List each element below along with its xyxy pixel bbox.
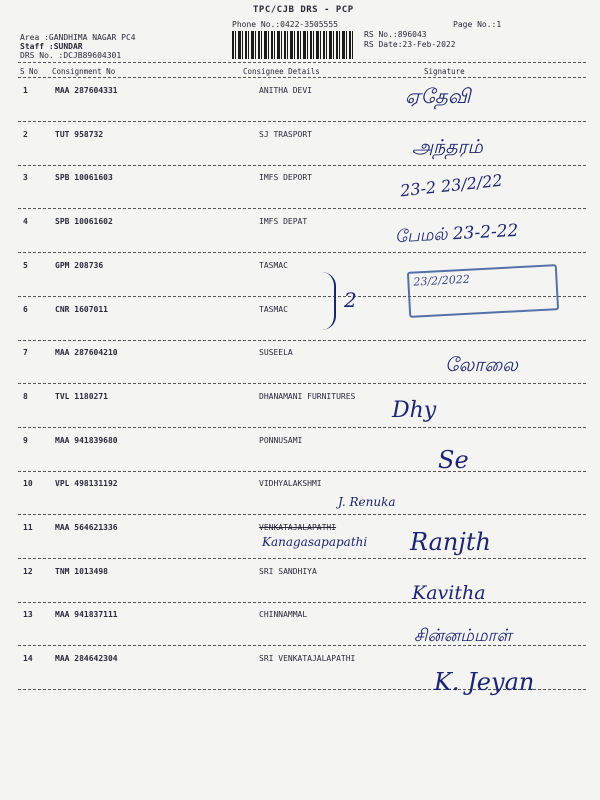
- row-sno: 4: [23, 217, 28, 227]
- row-divider: [18, 427, 586, 428]
- row-consignee: TASMAC: [259, 304, 288, 314]
- row-divider: [18, 340, 586, 341]
- row-consignment: SPB 10061603: [55, 173, 113, 183]
- row-consignee: SRI SANDHIYA: [259, 566, 317, 576]
- divider: [18, 62, 586, 63]
- delivery-stamp: [407, 264, 559, 318]
- header-phone: Phone No.:0422-3505555: [232, 20, 338, 29]
- col-sno: S No: [20, 67, 39, 76]
- row-consignment: MAA 287604331: [55, 86, 118, 95]
- signature-11: Ranjth: [410, 528, 491, 556]
- row-sno: 7: [23, 348, 28, 358]
- row-consignee: PONNUSAMI: [259, 435, 303, 445]
- note-11: Kanagasapapathi: [262, 535, 368, 549]
- row-consignment: TUT 958732: [55, 129, 104, 139]
- signature-7: லோலை: [445, 354, 518, 376]
- row-consignment: MAA 284642304: [55, 654, 118, 664]
- row-consignee: SUSEELA: [259, 348, 293, 358]
- rs-number: RS No.:896043: [364, 30, 427, 39]
- row-divider: [18, 602, 586, 603]
- row-divider: [18, 514, 586, 515]
- row-sno: 8: [23, 391, 28, 401]
- row-consignment: SPB 10061602: [55, 217, 113, 227]
- row-sno: 9: [23, 435, 28, 445]
- row-consignment: CNR 1607011: [55, 304, 108, 314]
- row-sno: 5: [23, 260, 28, 270]
- signature-13: சின்னம்மாள்: [414, 626, 512, 646]
- row-consignee: DHANAMANI FURNITURES: [259, 391, 356, 401]
- area-label: Area :GANDHIMA NAGAR PC4: [20, 33, 136, 42]
- divider: [18, 77, 586, 78]
- row-consignee: SRI VENKATAJALAPATHI: [259, 654, 356, 664]
- row-sno: 11: [23, 523, 33, 532]
- row-consignee: ANITHA DEVI: [259, 86, 312, 95]
- stamp-date: 23/2/2022: [413, 272, 471, 289]
- row-consignment: GPM 208736: [55, 260, 104, 270]
- staff-label: Staff :SUNDAR: [20, 42, 83, 51]
- page-number: Page No.:1: [453, 20, 502, 29]
- row-consignment: TNM 1013498: [55, 566, 108, 576]
- col-signature: Signature: [424, 67, 465, 76]
- signature-brace: 2: [344, 288, 357, 312]
- row-sno: 14: [23, 654, 33, 664]
- header-title: TPC/CJB DRS - PCP: [253, 5, 354, 15]
- col-consignee: Consignee Details: [243, 67, 320, 76]
- signature-2: அந்தரம்: [412, 136, 483, 158]
- signature-9: Se: [438, 446, 469, 474]
- signature-4: பேமல் 23-2-22: [394, 220, 519, 248]
- row-consignment: MAA 941839680: [55, 435, 118, 445]
- row-sno: 12: [23, 566, 33, 576]
- note-10: J. Renuka: [338, 495, 396, 509]
- signature-14: K. Jeyan: [434, 668, 535, 696]
- row-consignee: IMFS DEPAT: [259, 217, 308, 227]
- row-divider: [18, 208, 586, 209]
- drs-number: DRS No. :DCJB89604301: [20, 51, 122, 60]
- row-consignee: IMFS DEPORT: [259, 173, 312, 183]
- row-divider: [18, 471, 586, 472]
- row-sno: 6: [23, 304, 28, 314]
- row-divider: [18, 383, 586, 384]
- rs-date: RS Date:23-Feb-2022: [364, 40, 456, 49]
- signature-8: Dhy: [392, 398, 437, 423]
- row-consignee: VENKATAJALAPATHI: [259, 523, 337, 532]
- signature-12: Kavitha: [412, 582, 486, 604]
- signature-1: ஏதேவி: [405, 84, 471, 108]
- row-divider: [18, 121, 586, 122]
- row-sno: 2: [23, 129, 28, 139]
- col-consignment: Consignment No: [52, 67, 116, 76]
- row-divider: [18, 165, 586, 166]
- row-consignee: VIDHYALAKSHMI: [259, 479, 322, 489]
- row-divider: [18, 252, 586, 253]
- row-consignment: MAA 287604210: [55, 348, 118, 358]
- row-sno: 3: [23, 173, 28, 183]
- row-consignee: SJ TRASPORT: [259, 129, 312, 139]
- row-sno: 1: [23, 86, 28, 95]
- row-consignment: TVL 1180271: [55, 391, 108, 401]
- row-sno: 10: [23, 479, 33, 489]
- barcode: [232, 31, 354, 59]
- row-sno: 13: [23, 610, 33, 620]
- row-consignee: TASMAC: [259, 260, 288, 270]
- row-consignment: VPL 498131192: [55, 479, 118, 489]
- row-consignee: CHINNAMMAL: [259, 610, 308, 620]
- row-consignment: MAA 564621336: [55, 523, 118, 532]
- row-divider: [18, 558, 586, 559]
- bracket-mark: [320, 272, 336, 330]
- row-consignment: MAA 941837111: [55, 610, 118, 620]
- signature-3: 23-2 23/2/22: [399, 170, 504, 201]
